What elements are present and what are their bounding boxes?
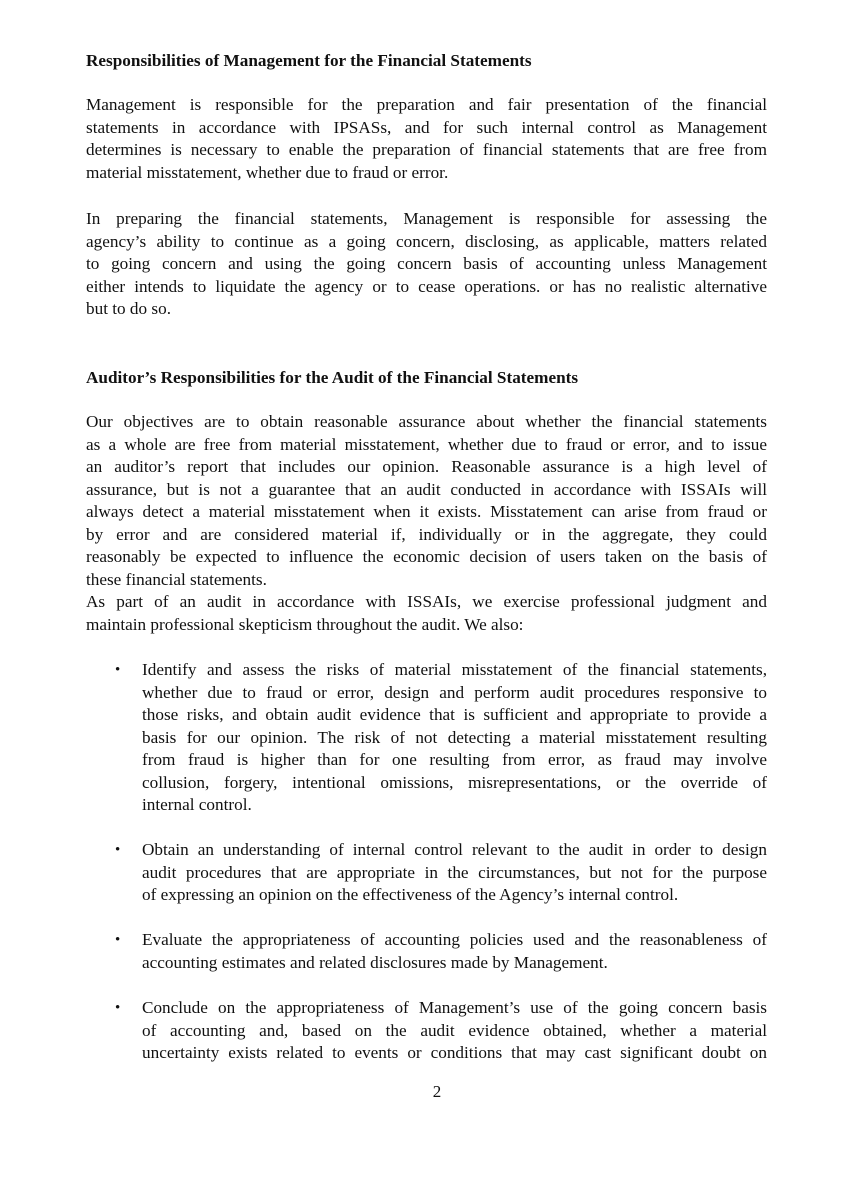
text-line: reasonably be expected to influence the economic decision of users taken on the basis of xyxy=(86,547,767,566)
paragraph xyxy=(86,591,767,636)
text-line: Our objectives are to obtain reasonable assurance about whether the financial statements xyxy=(86,412,767,431)
paragraph xyxy=(86,411,767,591)
text-line: accounting estimates and related disclosures made by Management. xyxy=(142,952,608,972)
text-line: whether due to fraud or error, design and perform audit procedures responsive to xyxy=(142,682,767,702)
text-line: as a whole are free from material misstatement, whether due to fraud or error, and to issue xyxy=(86,434,767,454)
text-line: from fraud is higher than for one resulting from error, as fraud may involve xyxy=(142,750,767,769)
text-line: Conclude on the appropriateness of Management’s use of the going concern basis xyxy=(142,998,767,1017)
text-line: collusion, forgery, intentional omissions, misrepresentations, or the override of xyxy=(142,772,767,792)
heading-auditor-responsibilities: Auditor’s Responsibilities for the Audit of the Financial Statements xyxy=(86,368,579,387)
text-line: of expressing an opinion on the effectiveness of the Agency’s internal control. xyxy=(142,885,679,904)
text-line: internal control. xyxy=(142,795,252,814)
text-line: maintain professional skepticism throughout the audit. We also: xyxy=(86,614,524,634)
text-line: uncertainty exists related to events or conditions that may cast significant doubt on xyxy=(142,1043,767,1062)
text-line: an auditor’s report that includes our opinion. Reasonable assurance is a high level of xyxy=(86,457,767,476)
bullet-item xyxy=(115,839,767,907)
text-line: In preparing the financial statements, Management is responsible for assessing the xyxy=(86,209,767,228)
text-line: either intends to liquidate the agency or to cease operations. or has no realistic alternative xyxy=(86,276,767,296)
text-line: by error and are considered material if, individually or in the aggregate, they could xyxy=(86,524,767,544)
text-line: to going concern and using the going concern basis of accounting unless Management xyxy=(86,254,767,273)
bullet-icon: • xyxy=(115,662,121,678)
bullet-icon: • xyxy=(115,932,121,948)
text-line: audit procedures that are appropriate in the circumstances, but not for the purpose xyxy=(142,862,767,882)
bullet-item xyxy=(115,929,767,974)
page-number: 2 xyxy=(432,1082,442,1101)
text-line: always detect a material misstatement when it exists. Misstatement can arise from fraud or xyxy=(86,502,767,521)
paragraph xyxy=(86,94,767,184)
text-line: of accounting and, based on the audit evidence obtained, whether a material xyxy=(142,1020,767,1040)
text-line: those risks, and obtain audit evidence that is sufficient and appropriate to provide a xyxy=(142,705,767,724)
text-line: these financial statements. xyxy=(86,569,267,589)
text-line: assurance, but is not a guarantee that an audit conducted in accordance with ISSAIs will xyxy=(86,479,767,499)
text-line: Management is responsible for the preparation and fair presentation of the financial xyxy=(86,95,767,114)
text-line: material misstatement, whether due to fraud or error. xyxy=(86,162,449,182)
text-line: basis for our opinion. The risk of not detecting a material misstatement resulting xyxy=(142,727,767,747)
text-line: determines is necessary to enable the preparation of financial statements that are free from xyxy=(86,140,767,159)
text-line: Obtain an understanding of internal control relevant to the audit in order to design xyxy=(142,840,767,859)
paragraph xyxy=(86,208,767,321)
bullet-item xyxy=(115,659,767,817)
text-line: statements in accordance with IPSASs, and for such internal control as Management xyxy=(86,117,767,137)
text-line: Identify and assess the risks of material misstatement of the financial statements, xyxy=(142,660,767,679)
text-line: Evaluate the appropriateness of accounting policies used and the reasonableness of xyxy=(142,930,767,949)
heading-management-responsibilities: Responsibilities of Management for the Financial Statements xyxy=(86,51,532,70)
text-line: As part of an audit in accordance with ISSAIs, we exercise professional judgment and xyxy=(86,592,767,611)
bullet-icon: • xyxy=(115,842,121,858)
bullet-item xyxy=(115,997,767,1065)
text-line: but to do so. xyxy=(86,299,171,318)
text-line: agency’s ability to continue as a going concern, disclosing, as applicable, matters related xyxy=(86,231,767,251)
bullet-icon: • xyxy=(115,1000,121,1016)
